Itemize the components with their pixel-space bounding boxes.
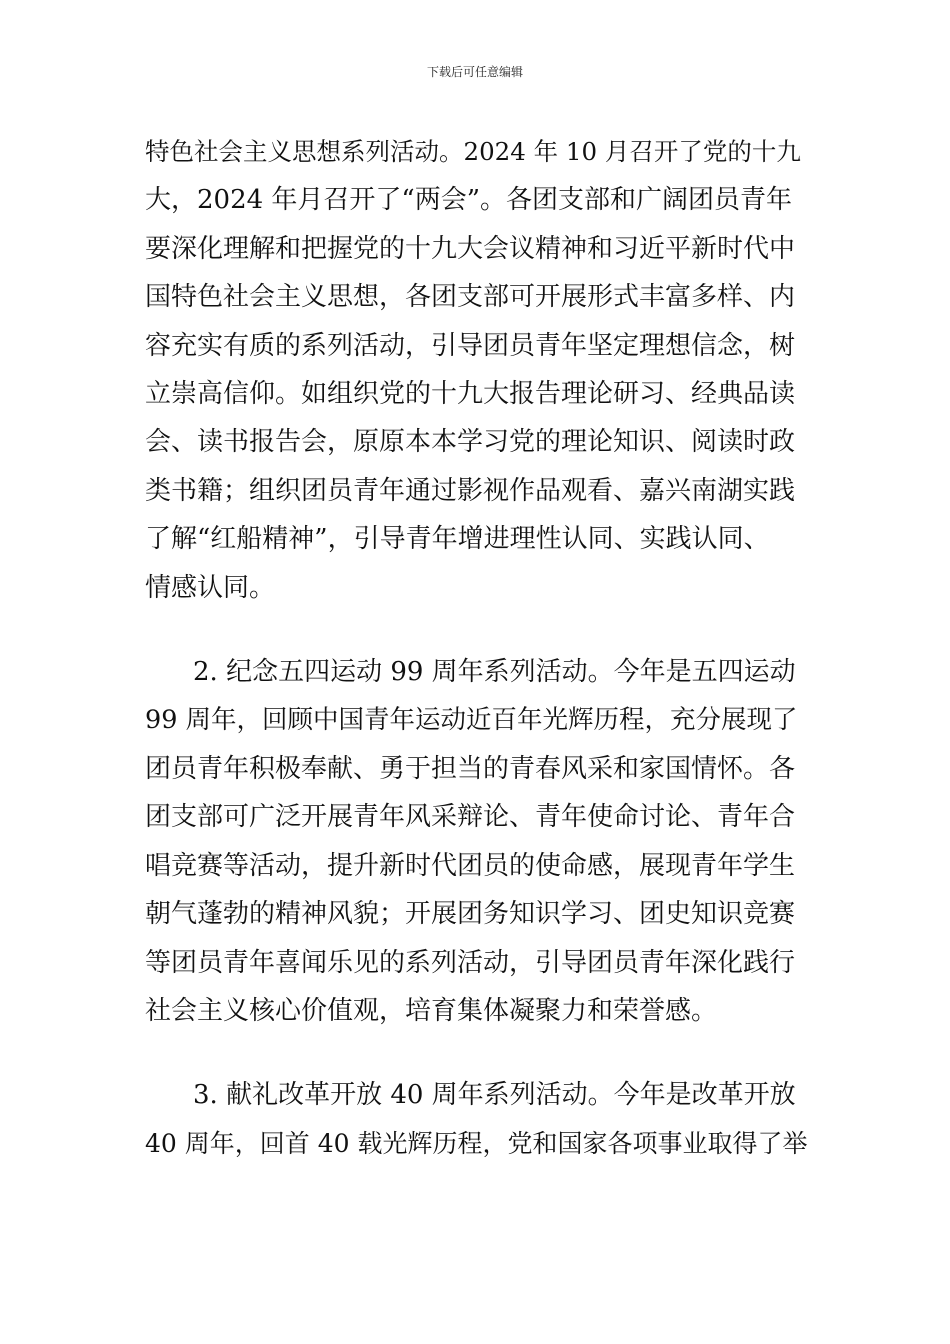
text-line: 情感认同。 xyxy=(145,572,276,603)
text-line: 等团员青年喜闻乐见的系列活动，引导团员青年深化践行 xyxy=(145,947,796,978)
text-line: 会、读书报告会，原原本本学习党的理论知识、阅读时政 xyxy=(145,427,796,458)
text-line: 2. 纪念五四运动 99 周年系列活动。今年是五四运动 xyxy=(193,657,796,688)
page-header-caption: 下载后可任意编辑 xyxy=(426,65,523,79)
text-line: 国特色社会主义思想，各团支部可开展形式丰富多样、内 xyxy=(145,282,796,313)
text-line: 团员青年积极奉献、勇于担当的青春风采和家国情怀。各 xyxy=(145,753,796,784)
text-line: 要深化理解和把握党的十九大会议精神和习近平新时代中 xyxy=(145,233,796,264)
paragraph-reform-opening-activities xyxy=(145,1071,807,1168)
paragraph-socialism-thought-activities xyxy=(145,128,807,612)
text-line: 社会主义核心价值观，培育集体凝聚力和荣誉感。 xyxy=(145,995,718,1026)
paragraph-may-fourth-activities xyxy=(145,648,807,1035)
text-line: 了解“红船精神”，引导青年增进理性认同、实践认同、 xyxy=(145,524,770,555)
text-line: 大，2024 年月召开了“两会”。各团支部和广阔团员青年 xyxy=(145,185,793,216)
text-line: 类书籍；组织团员青年通过影视作品观看、嘉兴南湖实践 xyxy=(145,475,796,506)
document-body xyxy=(145,128,807,1168)
text-line: 朝气蓬勃的精神风貌；开展团务知识学习、团史知识竞赛 xyxy=(145,899,796,930)
text-line: 团支部可广泛开展青年风采辩论、青年使命讨论、青年合 xyxy=(145,802,796,833)
text-line: 立崇高信仰。如组织党的十九大报告理论研习、经典品读 xyxy=(145,379,796,410)
text-line: 特色社会主义思想系列活动。2024 年 10 月召开了党的十九 xyxy=(145,137,801,166)
text-line: 容充实有质的系列活动，引导团员青年坚定理想信念，树 xyxy=(145,330,796,361)
text-line: 唱竞赛等活动，提升新时代团员的使命感，展现青年学生 xyxy=(145,850,796,881)
text-line: 99 周年，回顾中国青年运动近百年光辉历程，充分展现了 xyxy=(145,705,798,736)
text-line: 40 周年，回首 40 载光辉历程，党和国家各项事业取得了举 xyxy=(145,1128,808,1158)
text-line: 3. 献礼改革开放 40 周年系列活动。今年是改革开放 xyxy=(193,1080,796,1111)
